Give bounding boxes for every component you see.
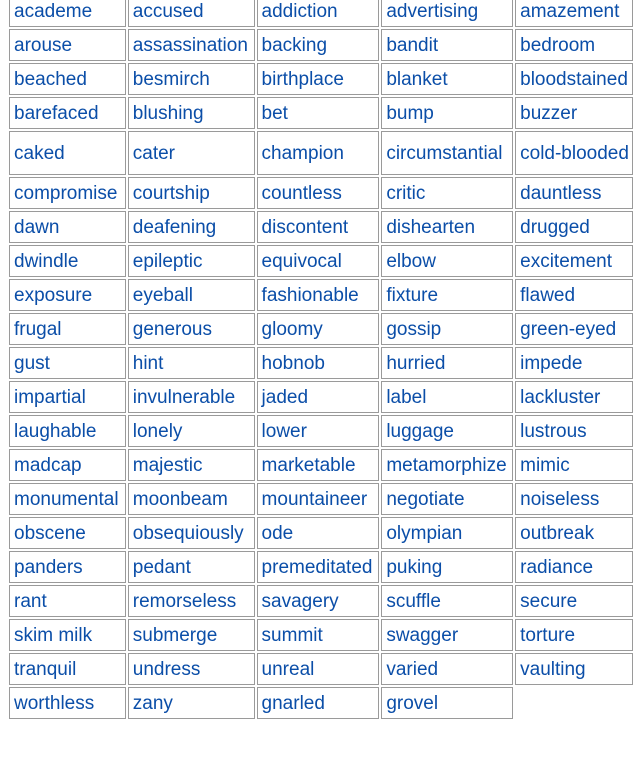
- word-link[interactable]: worthless: [14, 692, 95, 714]
- word-cell: [257, 131, 380, 175]
- word-cell: [381, 245, 513, 277]
- word-link[interactable]: eyeball: [132, 284, 193, 306]
- word-row: [9, 279, 633, 311]
- word-cell: [128, 585, 255, 617]
- word-link[interactable]: buzzer: [520, 102, 578, 124]
- word-cell: [257, 551, 380, 583]
- word-cell: [257, 415, 380, 447]
- word-link[interactable]: vaulting: [520, 658, 586, 680]
- word-cell: [128, 211, 255, 243]
- word-link[interactable]: moonbeam: [132, 488, 228, 510]
- word-cell: [381, 313, 513, 345]
- word-cell: [257, 449, 380, 481]
- word-cell: [257, 29, 380, 61]
- word-row: [9, 347, 633, 379]
- word-link[interactable]: caked: [14, 142, 65, 164]
- word-cell: [128, 279, 255, 311]
- word-cell: [257, 279, 380, 311]
- word-cell: [515, 415, 633, 447]
- word-link[interactable]: fashionable: [261, 284, 359, 306]
- word-link[interactable]: dwindle: [14, 250, 79, 272]
- word-cell: [257, 347, 380, 379]
- word-link[interactable]: radiance: [520, 556, 594, 578]
- word-link[interactable]: gust: [14, 352, 50, 374]
- word-link[interactable]: remorseless: [132, 590, 237, 612]
- word-cell: [381, 449, 513, 481]
- word-cell: [515, 211, 633, 243]
- word-cell: [128, 177, 255, 209]
- word-link[interactable]: unreal: [261, 658, 315, 680]
- word-cell: [9, 347, 126, 379]
- word-cell: [515, 585, 633, 617]
- word-cell: [9, 211, 126, 243]
- word-row: [9, 131, 633, 175]
- word-row: [9, 517, 633, 549]
- word-cell: [257, 97, 380, 129]
- word-link[interactable]: deafening: [132, 216, 217, 238]
- word-cell: [257, 585, 380, 617]
- word-cell: [381, 0, 513, 27]
- word-row: [9, 29, 633, 61]
- word-row: [9, 0, 633, 27]
- word-cell: [257, 245, 380, 277]
- word-table: [7, 0, 635, 721]
- word-link[interactable]: pedant: [132, 556, 191, 578]
- word-link[interactable]: majestic: [132, 454, 203, 476]
- word-link[interactable]: negotiate: [386, 488, 465, 510]
- word-link[interactable]: academe: [14, 0, 93, 22]
- word-link[interactable]: frugal: [14, 318, 62, 340]
- word-link[interactable]: bloodstained: [520, 68, 628, 90]
- word-link[interactable]: bump: [386, 102, 434, 124]
- word-cell: [128, 449, 255, 481]
- word-link[interactable]: olympian: [386, 522, 463, 544]
- word-link[interactable]: compromise: [14, 182, 118, 204]
- word-cell: [381, 585, 513, 617]
- word-row: [9, 415, 633, 447]
- word-cell: [515, 279, 633, 311]
- word-cell: [128, 619, 255, 651]
- word-cell: [515, 517, 633, 549]
- word-link[interactable]: drugged: [520, 216, 590, 238]
- word-link[interactable]: lonely: [132, 420, 183, 442]
- word-cell: [381, 29, 513, 61]
- word-link[interactable]: noiseless: [520, 488, 600, 510]
- word-link[interactable]: epileptic: [132, 250, 203, 272]
- word-link[interactable]: obscene: [14, 522, 86, 544]
- word-link[interactable]: madcap: [14, 454, 82, 476]
- word-link[interactable]: generous: [132, 318, 212, 340]
- word-cell: [515, 381, 633, 413]
- word-link[interactable]: premeditated: [261, 556, 373, 578]
- word-link[interactable]: excitement: [520, 250, 612, 272]
- word-row: [9, 551, 633, 583]
- word-row: [9, 313, 633, 345]
- word-link[interactable]: jaded: [261, 386, 309, 408]
- word-cell: [381, 131, 513, 175]
- word-cell: [381, 97, 513, 129]
- word-cell: [9, 687, 126, 719]
- word-cell: [515, 551, 633, 583]
- word-cell: [128, 131, 255, 175]
- word-link[interactable]: advertising: [386, 0, 479, 22]
- word-cell: [381, 415, 513, 447]
- word-link[interactable]: impartial: [14, 386, 86, 408]
- word-table-body: [9, 0, 633, 719]
- word-link[interactable]: equivocal: [261, 250, 342, 272]
- word-cell: [257, 313, 380, 345]
- word-link[interactable]: fixture: [386, 284, 439, 306]
- word-link[interactable]: hobnob: [261, 352, 325, 374]
- word-link[interactable]: courtship: [132, 182, 210, 204]
- word-cell: [381, 619, 513, 651]
- word-link[interactable]: lower: [261, 420, 307, 442]
- word-row: [9, 449, 633, 481]
- word-link[interactable]: accused: [132, 0, 204, 22]
- word-link[interactable]: invulnerable: [132, 386, 236, 408]
- word-link[interactable]: dauntless: [520, 182, 602, 204]
- word-cell: [515, 313, 633, 345]
- word-link[interactable]: bedroom: [520, 34, 596, 56]
- word-cell: [257, 653, 380, 685]
- word-link[interactable]: luggage: [386, 420, 454, 442]
- word-cell: [128, 245, 255, 277]
- word-cell: [257, 0, 380, 27]
- word-cell: [515, 687, 633, 719]
- word-cell: [128, 97, 255, 129]
- word-link[interactable]: scuffle: [386, 590, 441, 612]
- word-row: [9, 177, 633, 209]
- word-table-container: [7, 0, 635, 721]
- word-cell: [515, 177, 633, 209]
- word-link[interactable]: bandit: [386, 34, 439, 56]
- word-row: [9, 63, 633, 95]
- word-cell: [515, 29, 633, 61]
- word-row: [9, 245, 633, 277]
- word-cell: [257, 381, 380, 413]
- word-row: [9, 381, 633, 413]
- word-link[interactable]: elbow: [386, 250, 436, 272]
- word-link[interactable]: summit: [261, 624, 323, 646]
- word-cell: [128, 381, 255, 413]
- word-cell: [128, 347, 255, 379]
- word-cell: [9, 483, 126, 515]
- word-cell: [9, 381, 126, 413]
- word-link[interactable]: champion: [261, 142, 344, 164]
- word-link[interactable]: hint: [132, 352, 164, 374]
- word-link[interactable]: panders: [14, 556, 83, 578]
- word-cell: [128, 687, 255, 719]
- word-link[interactable]: addiction: [261, 0, 338, 22]
- word-cell: [515, 0, 633, 27]
- word-link[interactable]: swagger: [386, 624, 459, 646]
- word-cell: [257, 483, 380, 515]
- word-cell: [381, 483, 513, 515]
- word-cell: [9, 585, 126, 617]
- word-link[interactable]: ode: [261, 522, 294, 544]
- word-cell: [257, 177, 380, 209]
- word-row: [9, 653, 633, 685]
- word-link[interactable]: birthplace: [261, 68, 344, 90]
- word-link[interactable]: cold-blooded: [520, 142, 629, 164]
- word-cell: [9, 551, 126, 583]
- word-link[interactable]: blushing: [132, 102, 204, 124]
- word-link[interactable]: mimic: [520, 454, 570, 476]
- word-cell: [515, 97, 633, 129]
- word-link[interactable]: monumental: [14, 488, 119, 510]
- word-link[interactable]: backing: [261, 34, 328, 56]
- word-link[interactable]: impede: [520, 352, 583, 374]
- word-cell: [9, 517, 126, 549]
- word-link[interactable]: cater: [132, 142, 176, 164]
- word-link[interactable]: zany: [132, 692, 173, 714]
- word-cell: [9, 131, 126, 175]
- word-cell: [257, 619, 380, 651]
- word-cell: [9, 0, 126, 27]
- word-link[interactable]: skim milk: [14, 624, 93, 646]
- word-cell: [515, 619, 633, 651]
- word-cell: [9, 97, 126, 129]
- word-cell: [381, 279, 513, 311]
- word-row: [9, 211, 633, 243]
- word-cell: [515, 347, 633, 379]
- word-link[interactable]: tranquil: [14, 658, 77, 680]
- word-link[interactable]: grovel: [386, 692, 439, 714]
- word-link[interactable]: secure: [520, 590, 578, 612]
- word-link[interactable]: exposure: [14, 284, 93, 306]
- word-cell: [128, 63, 255, 95]
- word-link[interactable]: gnarled: [261, 692, 325, 714]
- word-link[interactable]: dishearten: [386, 216, 476, 238]
- word-link[interactable]: label: [386, 386, 427, 408]
- word-link[interactable]: blanket: [386, 68, 448, 90]
- word-cell: [9, 449, 126, 481]
- word-cell: [257, 687, 380, 719]
- word-link[interactable]: obsequiously: [132, 522, 244, 544]
- word-cell: [9, 313, 126, 345]
- word-link[interactable]: rant: [14, 590, 47, 612]
- word-link[interactable]: besmirch: [132, 68, 210, 90]
- word-link[interactable]: lackluster: [520, 386, 601, 408]
- word-row: [9, 97, 633, 129]
- word-cell: [515, 483, 633, 515]
- word-link[interactable]: marketable: [261, 454, 356, 476]
- word-cell: [128, 0, 255, 27]
- word-link[interactable]: hurried: [386, 352, 446, 374]
- word-link[interactable]: dawn: [14, 216, 60, 238]
- word-cell: [515, 63, 633, 95]
- word-cell: [9, 29, 126, 61]
- word-link[interactable]: critic: [386, 182, 426, 204]
- word-link[interactable]: laughable: [14, 420, 97, 442]
- word-link[interactable]: barefaced: [14, 102, 99, 124]
- word-cell: [515, 245, 633, 277]
- word-link[interactable]: flawed: [520, 284, 576, 306]
- word-link[interactable]: puking: [386, 556, 443, 578]
- word-cell: [9, 619, 126, 651]
- word-row: [9, 483, 633, 515]
- word-link[interactable]: metamorphize: [386, 454, 507, 476]
- word-cell: [381, 653, 513, 685]
- word-cell: [515, 131, 633, 175]
- word-link[interactable]: varied: [386, 658, 439, 680]
- word-cell: [381, 211, 513, 243]
- word-cell: [381, 517, 513, 549]
- word-cell: [128, 653, 255, 685]
- word-link[interactable]: beached: [14, 68, 87, 90]
- word-cell: [381, 551, 513, 583]
- word-cell: [128, 415, 255, 447]
- word-cell: [257, 63, 380, 95]
- word-link[interactable]: undress: [132, 658, 201, 680]
- word-link[interactable]: arouse: [14, 34, 73, 56]
- word-cell: [128, 517, 255, 549]
- word-cell: [9, 63, 126, 95]
- word-link[interactable]: green-eyed: [520, 318, 617, 340]
- word-cell: [381, 177, 513, 209]
- word-cell: [128, 483, 255, 515]
- word-link[interactable]: mountaineer: [261, 488, 368, 510]
- word-row: [9, 619, 633, 651]
- word-cell: [9, 177, 126, 209]
- word-cell: [128, 551, 255, 583]
- word-link[interactable]: lustrous: [520, 420, 587, 442]
- word-cell: [381, 347, 513, 379]
- word-link[interactable]: amazement: [520, 0, 620, 22]
- word-row: [9, 687, 633, 719]
- word-link[interactable]: bet: [261, 102, 288, 124]
- word-cell: [257, 517, 380, 549]
- word-cell: [381, 63, 513, 95]
- word-link[interactable]: submerge: [132, 624, 218, 646]
- word-cell: [9, 415, 126, 447]
- word-cell: [128, 313, 255, 345]
- word-cell: [128, 29, 255, 61]
- word-link[interactable]: torture: [520, 624, 576, 646]
- word-link[interactable]: gossip: [386, 318, 442, 340]
- word-link[interactable]: gloomy: [261, 318, 323, 340]
- word-cell: [9, 279, 126, 311]
- word-cell: [381, 687, 513, 719]
- word-link[interactable]: savagery: [261, 590, 339, 612]
- word-link[interactable]: discontent: [261, 216, 349, 238]
- word-row: [9, 585, 633, 617]
- word-link[interactable]: outbreak: [520, 522, 595, 544]
- word-link[interactable]: assassination: [132, 34, 248, 56]
- word-cell: [381, 381, 513, 413]
- word-cell: [9, 653, 126, 685]
- word-link[interactable]: circumstantial: [386, 142, 503, 164]
- word-cell: [257, 211, 380, 243]
- word-cell: [9, 245, 126, 277]
- word-cell: [515, 653, 633, 685]
- word-cell: [515, 449, 633, 481]
- word-link[interactable]: countless: [261, 182, 342, 204]
